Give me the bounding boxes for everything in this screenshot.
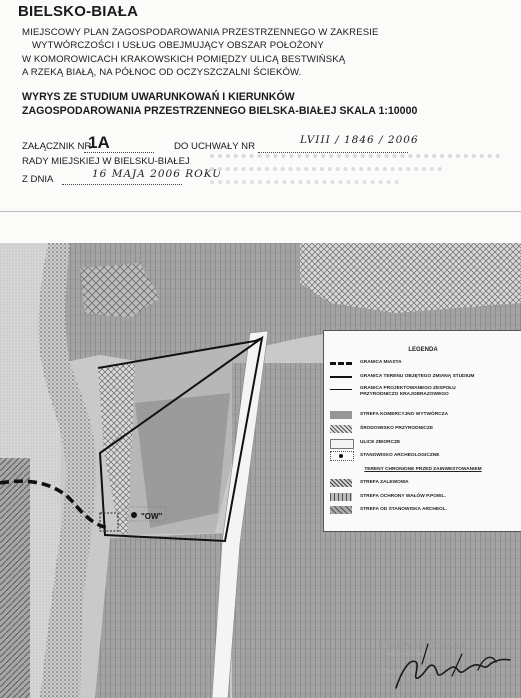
legend-item: GRANICA MIASTA <box>360 360 402 365</box>
embankment-zone-swatch <box>330 493 352 501</box>
legend-item: STREFA OCHRONY WAŁÓW P.POWL. <box>360 494 446 499</box>
attachment-dotted-line <box>84 152 154 153</box>
date-dotted-line <box>62 184 182 185</box>
excerpt-title <box>22 91 521 118</box>
legend <box>323 330 521 532</box>
plan-line: WYTWÓRCZOŚCI I USŁUG OBEJMUJĄCY OBSZAR POŁOŻONY <box>32 40 324 52</box>
area-label: "OW" <box>141 512 163 521</box>
excerpt-line: WYRYS ZE STUDIUM UWARUNKOWAŃ I KIERUNKÓW <box>22 91 295 103</box>
environment-swatch <box>330 425 352 433</box>
lower-left-block <box>0 458 30 698</box>
legend-item: STANOWISKO ARCHEOLOGICZNE <box>360 453 440 458</box>
flood-zone-swatch <box>330 479 352 487</box>
council-name: RADY MIEJSKIEJ W BIELSKU-BIAŁEJ <box>22 156 190 167</box>
resolution-label: DO UCHWAŁY NR <box>174 141 256 152</box>
legend-item: GRANICA TERENU OBJĘTEGO ZMIANĄ STUDIUM <box>360 374 475 379</box>
archaeological-site-icon <box>339 454 343 458</box>
attachment-label: ZAŁĄCZNIK NR <box>22 141 92 152</box>
archaeological-site-icon <box>131 512 137 518</box>
legend-item: GRANICA PROJEKTOWANEGO ZESPOŁU PRZYRODNICZO KRAJOBRAZOWEGO <box>360 386 456 397</box>
commercial-swatch <box>330 411 352 419</box>
date-label: Z DNIA <box>22 174 54 185</box>
city-title: BIELSKO-BIAŁA <box>18 3 139 20</box>
plan-line: W KOMOROWICACH KRAKOWSKICH POMIĘDZY ULICĄ BESTWIŃSKĄ <box>22 53 346 65</box>
attachment-number: 1A <box>88 133 110 152</box>
signature-name: Wiesław Handzlik <box>382 668 433 675</box>
signature-role: PRZEWODNICZĄCY <box>378 640 466 650</box>
bottom-zone <box>95 533 230 698</box>
bleed-through-texture <box>210 150 500 193</box>
city-boundary-swatch <box>330 362 352 365</box>
page-fold-line <box>0 211 521 212</box>
plan-line: A RZEKĄ BIAŁĄ, NA PÓŁNOC OD OCZYSZCZALNI ŚCIEKÓW. <box>22 67 302 79</box>
archaeological-swatch <box>330 451 354 461</box>
resolution-value: LVIII / 1846 / 2006 <box>300 134 419 146</box>
collector-road-swatch <box>330 439 354 449</box>
excerpt-line: ZAGOSPODAROWANIA PRZESTRZENNEGO BIELSKA-BIAŁEJ SKALA 1:10000 <box>22 104 418 117</box>
protected-heading: TERENY CHRONIONE PRZED ZAINWESTOWANIEM <box>364 467 482 472</box>
legend-item: ŚRODOWISKO PRZYRODNICZE <box>360 426 434 431</box>
study-boundary-swatch <box>330 376 352 378</box>
plan-line: MIEJSCOWY PLAN ZAGOSPODAROWANIA PRZESTRZENNEGO W ZAKRESIE <box>22 27 379 38</box>
legend-title: LEGENDA <box>408 347 438 353</box>
legend-item: ULICE ZBIORCZE <box>360 440 401 445</box>
archaeological-zone-swatch <box>330 506 352 514</box>
legend-item: STREFA ZALEWOWA <box>360 480 409 485</box>
date-value: 16 MAJA 2006 ROKU <box>92 168 223 180</box>
handwritten-signature <box>392 640 517 695</box>
upper-right-hatch <box>300 243 521 313</box>
plan-title <box>22 26 462 80</box>
legend-item: STREFA KOMERCYJNO WYTWÓRCZA <box>360 412 449 417</box>
legend-item: STREFA OD STANOWISKA ARCHEOL. <box>360 507 448 512</box>
signature-body: RADY MIEJSKIEJ <box>385 652 434 658</box>
landscape-boundary-swatch <box>330 389 352 390</box>
commercial-zone <box>135 393 230 528</box>
